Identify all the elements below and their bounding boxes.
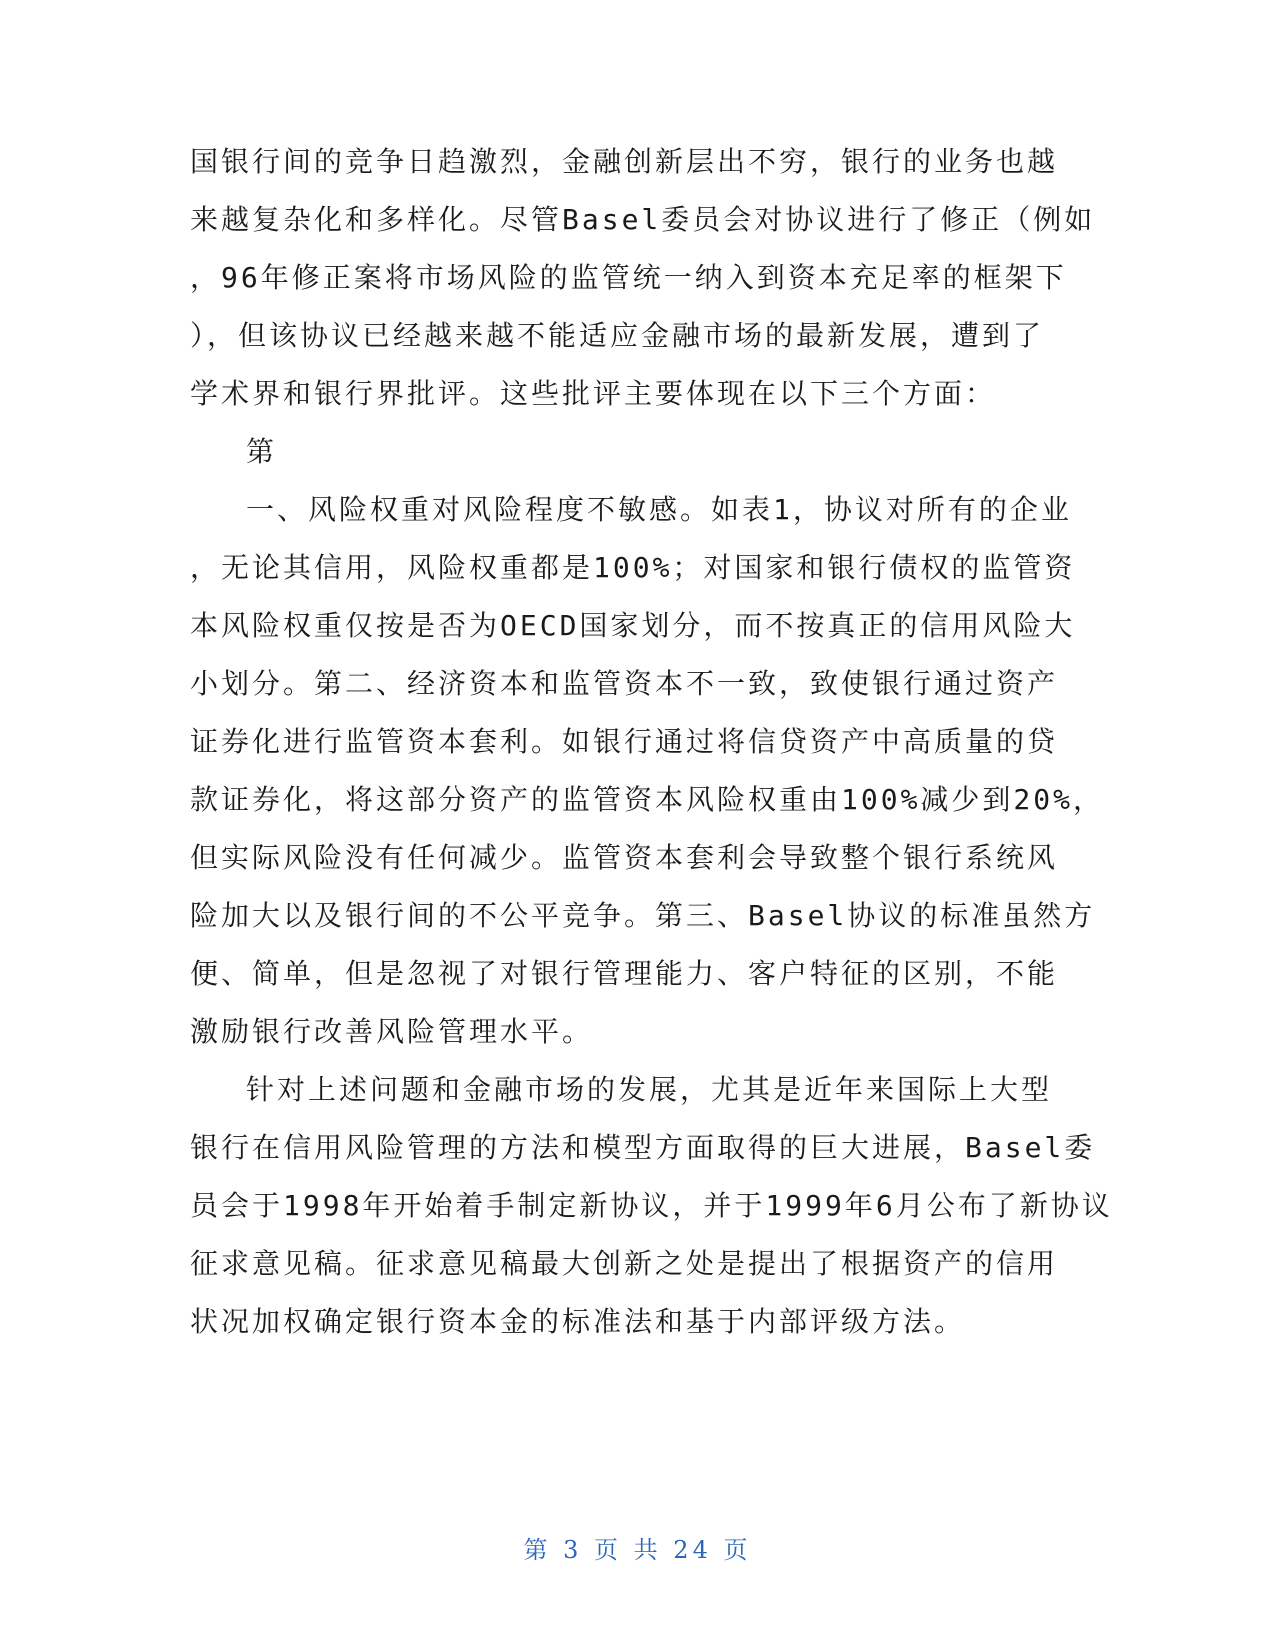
text-line: 来越复杂化和多样化。尽管Basel委员会对协议进行了修正（例如 xyxy=(190,203,1096,236)
text-line: 征求意见稿。征求意见稿最大创新之处是提出了根据资产的信用 xyxy=(190,1247,1059,1280)
text-line: 针对上述问题和金融市场的发展，尤其是近年来国际上大型 xyxy=(246,1073,1053,1106)
text-line: 但实际风险没有任何减少。监管资本套利会导致整个银行系统风 xyxy=(190,841,1059,874)
text-line: ，96年修正案将市场风险的监管统一纳入到资本充足率的框架下 xyxy=(190,261,1067,294)
text-line: ，无论其信用，风险权重都是100%；对国家和银行债权的监管资 xyxy=(190,551,1076,584)
text-line: 银行在信用风险管理的方法和模型方面取得的巨大进展，Basel委 xyxy=(190,1131,1096,1164)
text-line: 学术界和银行界批评。这些批评主要体现在以下三个方面： xyxy=(190,377,997,410)
text-line: 激励银行改善风险管理水平。 xyxy=(190,1015,594,1048)
text-line: 国银行间的竞争日趋激烈，金融创新层出不穷，银行的业务也越 xyxy=(190,145,1059,178)
text-line: 便、简单，但是忽视了对银行管理能力、客户特征的区别，不能 xyxy=(190,957,1059,990)
text-line: 险加大以及银行间的不公平竞争。第三、Basel协议的标准虽然方 xyxy=(190,899,1096,932)
text-line: ），但该协议已经越来越不能适应金融市场的最新发展，遭到了 xyxy=(190,319,1045,352)
text-line: 状况加权确定银行资本金的标准法和基于内部评级方法。 xyxy=(190,1305,966,1338)
text-line: 小划分。第二、经济资本和监管资本不一致，致使银行通过资产 xyxy=(190,667,1059,700)
text-line: 本风险权重仅按是否为OECD国家划分，而不按真正的信用风险大 xyxy=(190,609,1076,642)
text-line: 款证券化，将这部分资产的监管资本风险权重由100%减少到20%， xyxy=(190,783,1105,816)
page-number-footer: 第 3 页 共 24 页 xyxy=(523,1536,752,1564)
text-line: 一、风险权重对风险程度不敏感。如表1，协议对所有的企业 xyxy=(246,493,1072,526)
text-line: 证券化进行监管资本套利。如银行通过将信贷资产中高质量的贷 xyxy=(190,725,1059,758)
text-line: 员会于1998年开始着手制定新协议，并于1999年6月公布了新协议 xyxy=(190,1189,1113,1222)
text-line: 第 xyxy=(246,435,278,468)
